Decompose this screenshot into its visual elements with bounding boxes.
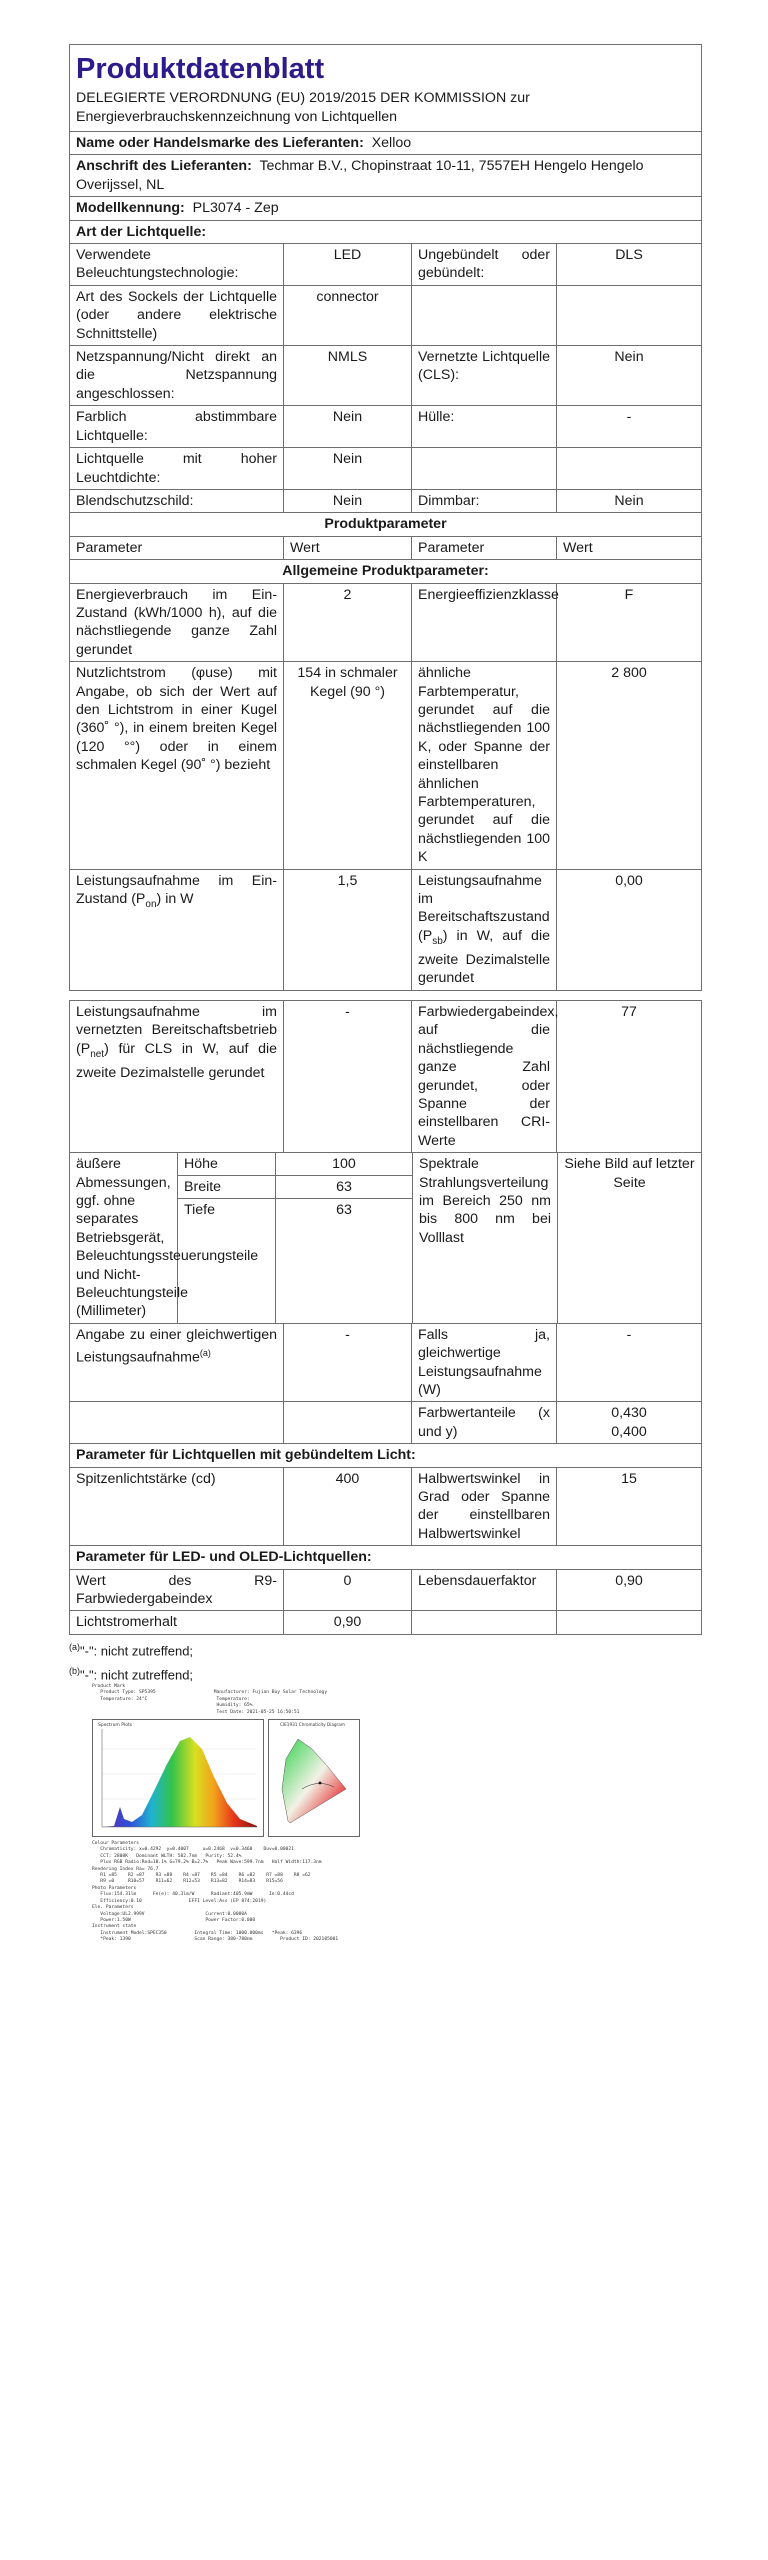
table-row	[69, 1000, 702, 1153]
param-label: Ungebündelt oder gebündelt:	[412, 244, 557, 285]
spectrum-label: Spektrale Strahlungsverteilung im Bereich 250 nm bis 800 nm bei Volllast	[413, 1153, 558, 1323]
table-row	[69, 662, 702, 869]
spectrum-plot	[92, 1719, 264, 1837]
column-header-param: Parameter	[70, 537, 284, 559]
empty-cell	[412, 1611, 557, 1633]
beam-angle-value: 15	[621, 1470, 637, 1487]
dimension-depth: Tiefe 63	[178, 1199, 412, 1323]
param-value: DLS	[615, 247, 643, 264]
spectrum-report-image: Product Mark Product Type: SP5395 Manufacturer: Fujian Buy Solar Technology Temperature: 24°C Temperature: Humidity: 65% Test Date: 2021-05-25 16:50:51 Spectrum Plots CIE1931 Chromaticity Diagram Colour Parameters Chromaticity: x=0.4292 y=0.4007 u=0.2468 v=0.3460 Duv=0.00021 CCT: 2808K Dominant WLTH: 582.7nm Purity: 52.4% Plus RGB Radio:Red=18.1% G=79.2% B=2.7% Peak Wave:599.7nm Half Width:117.3nm Rendering Index Ra= 76.7 R1 =85 R2 =87 R3 =88 R4 =87 R5 =84 R6 =82 R7 =88 R8 =62 R9 =0 R10=57 R11=62 R12=53 R13=82 R14=83 R15=56 Photo Parameters Flux:154.31lm Fe(e): 40.3lm/W Radiant:405.9mW Ie:0.44cd Efficiency:0.10 EFFI Level:Ass (EP 874:2019) Ele. Parameters Voltage:UL2.999V Current:0.0000A Power:1.50W Power Factor:0.000 Instrument state Instrument Model:SPEC350 Integral Time: 1000.000ms *Peak: 6396 *Peak: 1390 Scan Range: 380-780nm Product ID: 202105001	[92, 1684, 362, 1989]
regulation-subtitle: DELEGIERTE VERORDNUNG (EU) 2019/2015 DER KOMMISSION zur Energieverbrauchskennzeichnung von Lichtquellen	[76, 90, 530, 125]
dimension-height: Höhe 100	[178, 1153, 412, 1176]
spectrum-value: Siehe Bild auf letzter Seite	[564, 1156, 695, 1191]
table-row	[69, 1324, 702, 1403]
directional-heading-row	[69, 1444, 702, 1467]
equivalent-power-watt-label: Falls ja, gleichwertige Leistungsaufnahme (W)	[412, 1324, 557, 1402]
useful-flux-value: 154 in schmaler Kegel (90 °)	[284, 662, 412, 868]
param-value: -	[626, 409, 632, 426]
peak-intensity-value: 400	[284, 1468, 412, 1546]
model-label: Modellkennung:	[76, 200, 185, 217]
title-block	[69, 44, 702, 132]
led-heading: Parameter für LED- und OLED-Lichtquellen:	[76, 1549, 372, 1566]
footnote-b: $^{(b)}$"-": nicht zutreffend;	[69, 1666, 194, 1683]
useful-flux-label: Nutzlichtstrom (φuse) mit Angabe, ob sich der Wert auf den Lichtstrom in einer Kugel (360˚ °), in einem breiten Kegel (120 °°) oder in einem schmalen Kegel (90˚ °) bezieht	[70, 662, 284, 868]
lumen-maintenance-label: Lichtstromerhalt	[70, 1611, 284, 1633]
address-label: Anschrift des Lieferanten:	[76, 158, 252, 175]
param-value: NMLS	[284, 346, 412, 405]
peak-intensity-label: Spitzenlichtstärke (cd)	[70, 1468, 284, 1546]
param-label	[412, 286, 557, 345]
networked-standby-label: Leistungsaufnahme im vernetzten Bereitschaftsbetrieb $(P_{net})$ für CLS in W, auf die zweite Dezimalstelle gerundet	[70, 1001, 284, 1152]
param-value: Nein	[614, 349, 644, 366]
column-header-value: Wert	[563, 539, 593, 556]
cct-value: 2 800	[611, 665, 647, 682]
energy-consumption-value: 2	[284, 584, 412, 662]
chromaticity-label: Farbwertanteile (x und y)	[412, 1402, 557, 1443]
table-row	[69, 244, 702, 286]
param-value: Nein	[284, 490, 412, 512]
equivalent-power-watt-value: -	[626, 1326, 632, 1343]
cri-value: 77	[621, 1003, 637, 1020]
product-params-heading-row	[69, 513, 702, 536]
networked-standby-value: -	[284, 1001, 412, 1152]
table-row	[69, 1611, 702, 1634]
table-row	[69, 1468, 702, 1547]
table-row	[69, 870, 702, 991]
param-label: Blendschutzschild:	[70, 490, 284, 512]
dimensions-label: äußere Abmessungen, ggf. ohne separates Betriebsgerät, Beleuchtungssteuerungsteile und Nicht-Beleuchtungsteile (Millimeter)	[70, 1153, 178, 1323]
param-value: Nein	[614, 492, 644, 509]
param-label	[412, 448, 557, 489]
empty-cell	[70, 1402, 284, 1443]
param-label: Verwendete Beleuchtungstechnologie:	[70, 244, 284, 285]
param-value	[557, 448, 701, 489]
brand-label: Name oder Handelsmarke des Lieferanten:	[76, 135, 364, 151]
dimension-width: Breite 63	[178, 1176, 412, 1199]
led-heading-row	[69, 1546, 702, 1569]
empty-cell	[284, 1402, 412, 1443]
directional-heading: Parameter für Lichtquellen mit gebündeltem Licht:	[76, 1447, 416, 1464]
table-row	[69, 406, 702, 448]
brand-value: Xelloo	[371, 135, 412, 151]
general-params-heading-row	[69, 560, 702, 583]
survival-factor-value: 0,90	[615, 1572, 643, 1589]
column-header-param: Parameter	[412, 537, 557, 559]
param-label: Netzspannung/Nicht direkt an die Netzspannung angeschlossen:	[70, 346, 284, 405]
address-value: Techmar B.V., Chopinstraat 10-11, 7557EH Hengelo Hengelo Overijssel, NL	[76, 158, 644, 193]
on-mode-power-value: 1,5	[284, 870, 412, 990]
survival-factor-label: Lebensdauerfaktor	[412, 1570, 557, 1611]
param-value: connector	[284, 286, 412, 345]
standby-power-value: 0,00	[615, 872, 643, 889]
cct-label: ähnliche Farbtemperatur, gerundet auf die nächstliegenden 100 K, oder Spanne der einstellbaren ähnlichen Farbtemperaturen, gerundet auf die nächstliegenden 100 K	[412, 662, 557, 868]
energy-class-value: F	[624, 586, 634, 603]
table-row	[69, 490, 702, 513]
general-params-heading: Allgemeine Produktparameter:	[282, 563, 489, 580]
table-row	[69, 286, 702, 346]
product-params-heading: Produktparameter	[324, 516, 447, 533]
model-value: PL3074 - Zep	[192, 200, 279, 217]
r9-value: 0	[284, 1570, 412, 1611]
supplier-brand-row	[69, 132, 702, 155]
energy-consumption-label: Energieverbrauch im Ein-Zustand (kWh/1000 h), auf die nächstliegende ganze Zahl gerundet	[70, 584, 284, 662]
chromaticity-value: 0,430 0,400	[611, 1405, 647, 1440]
energy-class-label: Energieeffizienzklasse	[412, 584, 557, 662]
param-label: Hülle:	[412, 406, 557, 447]
on-mode-power-label: Leistungsaufnahme im Ein-Zustand $(P_{on})$ in W	[70, 870, 284, 990]
param-value: Nein	[284, 406, 412, 447]
empty-cell	[557, 1611, 701, 1633]
lumen-maintenance-value: 0,90	[284, 1611, 412, 1633]
equivalent-power-label: Angabe zu einer gleichwertigen Leistungsaufnahme$^{(a)}$	[70, 1324, 284, 1402]
footnote-a: $^{(a)}$"-": nicht zutreffend;	[69, 1641, 194, 1659]
page-title: Produktdatenblatt	[76, 53, 325, 85]
beam-angle-label: Halbwertswinkel in Grad oder Spanne der einstellbaren Halbwertswinkel	[412, 1468, 557, 1546]
param-label: Dimmbar:	[412, 490, 557, 512]
page-break	[69, 991, 702, 1000]
footnotes	[69, 1635, 702, 1686]
param-label: Farblich abstimmbare Lichtquelle:	[70, 406, 284, 447]
param-label: Art des Sockels der Lichtquelle (oder andere elektrische Schnittstelle)	[70, 286, 284, 345]
equivalent-power-value: -	[284, 1324, 412, 1402]
table-row	[69, 448, 702, 490]
table-row	[69, 1402, 702, 1444]
table-row	[69, 584, 702, 663]
supplier-address-row	[69, 155, 702, 197]
cie-diagram	[268, 1719, 360, 1837]
column-header-row	[69, 537, 702, 560]
standby-power-label: Leistungsaufnahme im Bereitschaftszustand $(P_{sb})$ in W, auf die zweite Dezimalstelle gerundet	[412, 870, 557, 990]
svg-text:CIE1931 Chromaticity Diagram: CIE1931 Chromaticity Diagram	[280, 1722, 345, 1728]
param-value: LED	[284, 244, 412, 285]
r9-label: Wert des R9-Farbwiedergabeindex	[70, 1570, 284, 1611]
param-label: Vernetzte Lichtquelle (CLS):	[412, 346, 557, 405]
table-row	[69, 1570, 702, 1612]
param-value: Nein	[284, 448, 412, 489]
light-source-heading-row	[69, 221, 702, 244]
model-row	[69, 197, 702, 220]
light-source-heading: Art der Lichtquelle:	[76, 223, 207, 240]
datasheet	[69, 44, 702, 1686]
column-header-value: Wert	[284, 537, 412, 559]
svg-text:Spectrum Plots: Spectrum Plots	[98, 1723, 133, 1729]
table-row	[69, 346, 702, 406]
cri-label: Farbwiedergabeindex, auf die nächstliegende ganze Zahl gerundet, oder Spanne der einstellbaren CRI-Werte	[412, 1001, 557, 1152]
dimensions-row	[69, 1153, 702, 1324]
param-value	[557, 286, 701, 345]
param-label: Lichtquelle mit hoher Leuchtdichte:	[70, 448, 284, 489]
